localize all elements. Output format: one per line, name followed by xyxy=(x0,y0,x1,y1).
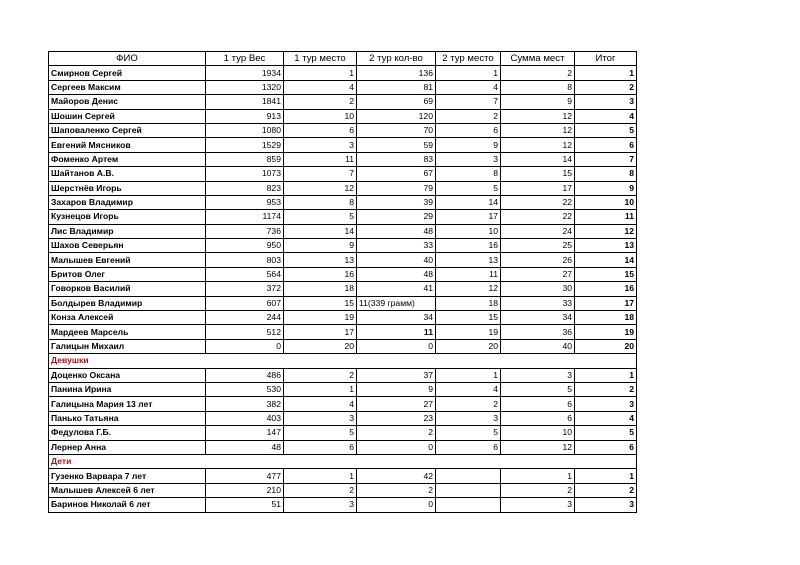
cell-round1-place: 13 xyxy=(284,253,357,267)
section-empty-cells xyxy=(206,454,637,468)
cell-round1-weight: 403 xyxy=(206,411,284,425)
cell-round1-weight: 823 xyxy=(206,181,284,195)
cell-total: 6 xyxy=(575,440,637,454)
cell-round1-place: 3 xyxy=(284,498,357,512)
cell-round2-place: 11 xyxy=(436,267,501,281)
cell-round2-place: 2 xyxy=(436,109,501,123)
cell-round1-weight: 147 xyxy=(206,426,284,440)
cell-round2-place: 13 xyxy=(436,253,501,267)
cell-round1-place: 18 xyxy=(284,282,357,296)
table-row xyxy=(49,95,637,109)
cell-round2-count: 120 xyxy=(357,109,436,123)
cell-name: Фоменко Артем xyxy=(49,152,206,166)
cell-round1-place: 6 xyxy=(284,123,357,137)
cell-name: Панько Татьяна xyxy=(49,411,206,425)
cell-places-sum: 36 xyxy=(501,325,575,339)
cell-round1-place: 1 xyxy=(284,66,357,80)
cell-round1-place: 17 xyxy=(284,325,357,339)
cell-total: 10 xyxy=(575,195,637,209)
cell-round2-place: 10 xyxy=(436,224,501,238)
cell-round1-place: 11 xyxy=(284,152,357,166)
cell-round2-place: 6 xyxy=(436,123,501,137)
table-row xyxy=(49,239,637,253)
cell-total: 3 xyxy=(575,397,637,411)
cell-places-sum: 9 xyxy=(501,95,575,109)
cell-round1-place: 16 xyxy=(284,267,357,281)
section-title: Девушки xyxy=(49,354,206,368)
cell-round1-weight: 1841 xyxy=(206,95,284,109)
cell-round1-place: 1 xyxy=(284,382,357,396)
cell-places-sum: 17 xyxy=(501,181,575,195)
cell-round2-place: 14 xyxy=(436,195,501,209)
cell-round2-count: 83 xyxy=(357,152,436,166)
cell-round2-count: 67 xyxy=(357,167,436,181)
table-row xyxy=(49,66,637,80)
cell-places-sum: 8 xyxy=(501,80,575,94)
table-row xyxy=(49,123,637,137)
cell-round2-count: 59 xyxy=(357,138,436,152)
cell-round1-place: 9 xyxy=(284,239,357,253)
cell-round2-count: 40 xyxy=(357,253,436,267)
cell-total: 18 xyxy=(575,311,637,325)
table-row xyxy=(49,109,637,123)
cell-round2-place: 12 xyxy=(436,282,501,296)
table-row xyxy=(49,440,637,454)
cell-total: 13 xyxy=(575,239,637,253)
cell-round2-count: 39 xyxy=(357,195,436,209)
cell-round2-place: 5 xyxy=(436,181,501,195)
table-row xyxy=(49,498,637,512)
cell-name: Сергеев Максим xyxy=(49,80,206,94)
cell-name: Шайтанов А.В. xyxy=(49,167,206,181)
cell-round1-place: 12 xyxy=(284,181,357,195)
cell-round2-place: 18 xyxy=(436,296,501,310)
cell-round2-count: 41 xyxy=(357,282,436,296)
cell-round2-count: 23 xyxy=(357,411,436,425)
section-row xyxy=(49,454,637,468)
cell-round2-count: 0 xyxy=(357,440,436,454)
cell-round2-count: 48 xyxy=(357,267,436,281)
cell-round2-place: 17 xyxy=(436,210,501,224)
cell-places-sum: 30 xyxy=(501,282,575,296)
header-round1-place: 1 тур место xyxy=(284,52,357,66)
cell-round2-count: 37 xyxy=(357,368,436,382)
cell-name: Майоров Денис xyxy=(49,95,206,109)
table-row xyxy=(49,282,637,296)
table-row xyxy=(49,397,637,411)
table-row xyxy=(49,311,637,325)
cell-total: 17 xyxy=(575,296,637,310)
cell-round2-count: 79 xyxy=(357,181,436,195)
cell-round1-place: 6 xyxy=(284,440,357,454)
cell-places-sum: 22 xyxy=(501,195,575,209)
results-table xyxy=(48,51,637,513)
cell-name: Шаповаленко Сергей xyxy=(49,123,206,137)
cell-round1-place: 4 xyxy=(284,397,357,411)
cell-total: 9 xyxy=(575,181,637,195)
cell-round2-count: 69 xyxy=(357,95,436,109)
header-round2-count: 2 тур кол-во xyxy=(357,52,436,66)
cell-places-sum: 2 xyxy=(501,66,575,80)
cell-places-sum: 12 xyxy=(501,138,575,152)
cell-name: Болдырев Владимир xyxy=(49,296,206,310)
cell-round1-weight: 1073 xyxy=(206,167,284,181)
table-row xyxy=(49,195,637,209)
cell-total: 5 xyxy=(575,426,637,440)
cell-round1-place: 5 xyxy=(284,210,357,224)
cell-name: Евгений Мясников xyxy=(49,138,206,152)
cell-places-sum: 3 xyxy=(501,368,575,382)
header-row xyxy=(49,52,637,66)
cell-round1-weight: 953 xyxy=(206,195,284,209)
cell-name: Мардеев Марсель xyxy=(49,325,206,339)
cell-round1-place: 3 xyxy=(284,138,357,152)
cell-round2-count: 34 xyxy=(357,311,436,325)
cell-round1-weight: 48 xyxy=(206,440,284,454)
cell-name: Баринов Николай 6 лет xyxy=(49,498,206,512)
cell-total: 2 xyxy=(575,483,637,497)
cell-name: Шахов Северьян xyxy=(49,239,206,253)
cell-round1-place: 10 xyxy=(284,109,357,123)
cell-round1-weight: 1174 xyxy=(206,210,284,224)
cell-total: 16 xyxy=(575,282,637,296)
cell-round1-place: 7 xyxy=(284,167,357,181)
cell-places-sum: 22 xyxy=(501,210,575,224)
cell-round2-place: 8 xyxy=(436,167,501,181)
cell-round2-count: 81 xyxy=(357,80,436,94)
cell-round1-place: 2 xyxy=(284,95,357,109)
cell-total: 8 xyxy=(575,167,637,181)
cell-total: 6 xyxy=(575,138,637,152)
cell-round1-weight: 210 xyxy=(206,483,284,497)
cell-round2-place: 2 xyxy=(436,397,501,411)
cell-total: 2 xyxy=(575,80,637,94)
cell-round2-count: 42 xyxy=(357,469,436,483)
header-round2-place: 2 тур место xyxy=(436,52,501,66)
cell-name: Шерстнёв Игорь xyxy=(49,181,206,195)
cell-round1-weight: 1934 xyxy=(206,66,284,80)
cell-total: 11 xyxy=(575,210,637,224)
cell-total: 2 xyxy=(575,382,637,396)
cell-round1-place: 2 xyxy=(284,368,357,382)
cell-places-sum: 33 xyxy=(501,296,575,310)
cell-round2-count: 0 xyxy=(357,339,436,353)
table-row xyxy=(49,80,637,94)
cell-places-sum: 12 xyxy=(501,440,575,454)
cell-round2-count: 0 xyxy=(357,498,436,512)
cell-name: Федулова Г.Б. xyxy=(49,426,206,440)
cell-round1-weight: 564 xyxy=(206,267,284,281)
cell-round2-count: 48 xyxy=(357,224,436,238)
cell-round1-weight: 51 xyxy=(206,498,284,512)
cell-round1-place: 3 xyxy=(284,411,357,425)
cell-round2-count: 27 xyxy=(357,397,436,411)
table-row xyxy=(49,167,637,181)
cell-round1-weight: 530 xyxy=(206,382,284,396)
cell-total: 7 xyxy=(575,152,637,166)
cell-places-sum: 2 xyxy=(501,483,575,497)
header-round1-weight: 1 тур Вес xyxy=(206,52,284,66)
cell-round2-count: 2 xyxy=(357,426,436,440)
cell-round2-count: 11 xyxy=(357,325,436,339)
cell-round1-weight: 913 xyxy=(206,109,284,123)
cell-round2-count: 11(339 грамм) xyxy=(357,296,436,310)
cell-name: Смирнов Сергей xyxy=(49,66,206,80)
cell-places-sum: 14 xyxy=(501,152,575,166)
cell-round1-place: 15 xyxy=(284,296,357,310)
table-row xyxy=(49,210,637,224)
cell-places-sum: 6 xyxy=(501,397,575,411)
cell-round1-weight: 477 xyxy=(206,469,284,483)
cell-round2-count: 29 xyxy=(357,210,436,224)
cell-round2-place: 9 xyxy=(436,138,501,152)
table-row xyxy=(49,339,637,353)
cell-round2-place: 3 xyxy=(436,152,501,166)
table-row xyxy=(49,152,637,166)
table-row xyxy=(49,483,637,497)
cell-round2-place: 1 xyxy=(436,368,501,382)
cell-total: 1 xyxy=(575,469,637,483)
cell-name: Галицына Мария 13 лет xyxy=(49,397,206,411)
cell-name: Конза Алексей xyxy=(49,311,206,325)
cell-round2-place: 3 xyxy=(436,411,501,425)
cell-round1-weight: 1529 xyxy=(206,138,284,152)
cell-total: 4 xyxy=(575,109,637,123)
cell-total: 3 xyxy=(575,498,637,512)
cell-round2-place: 4 xyxy=(436,382,501,396)
cell-round1-weight: 859 xyxy=(206,152,284,166)
table-row xyxy=(49,426,637,440)
cell-round2-place: 6 xyxy=(436,440,501,454)
cell-round1-weight: 736 xyxy=(206,224,284,238)
table-row xyxy=(49,469,637,483)
cell-round2-count: 2 xyxy=(357,483,436,497)
cell-places-sum: 26 xyxy=(501,253,575,267)
cell-places-sum: 24 xyxy=(501,224,575,238)
cell-round2-place: 15 xyxy=(436,311,501,325)
cell-places-sum: 3 xyxy=(501,498,575,512)
cell-places-sum: 6 xyxy=(501,411,575,425)
cell-places-sum: 40 xyxy=(501,339,575,353)
cell-places-sum: 1 xyxy=(501,469,575,483)
cell-round1-weight: 1320 xyxy=(206,80,284,94)
section-empty-cells xyxy=(206,354,637,368)
cell-places-sum: 25 xyxy=(501,239,575,253)
cell-total: 1 xyxy=(575,368,637,382)
section-row xyxy=(49,354,637,368)
cell-total: 1 xyxy=(575,66,637,80)
cell-total: 12 xyxy=(575,224,637,238)
cell-places-sum: 15 xyxy=(501,167,575,181)
cell-round1-place: 19 xyxy=(284,311,357,325)
cell-round1-place: 5 xyxy=(284,426,357,440)
cell-round1-place: 2 xyxy=(284,483,357,497)
cell-name: Доценко Оксана xyxy=(49,368,206,382)
cell-round1-weight: 803 xyxy=(206,253,284,267)
cell-round2-count: 70 xyxy=(357,123,436,137)
cell-round2-place: 5 xyxy=(436,426,501,440)
table-row xyxy=(49,382,637,396)
cell-round1-weight: 0 xyxy=(206,339,284,353)
table-row xyxy=(49,253,637,267)
cell-round2-count: 136 xyxy=(357,66,436,80)
cell-name: Малышев Евгений xyxy=(49,253,206,267)
cell-round2-place: 4 xyxy=(436,80,501,94)
cell-places-sum: 12 xyxy=(501,123,575,137)
cell-round1-place: 20 xyxy=(284,339,357,353)
cell-round2-place xyxy=(436,469,501,483)
cell-total: 14 xyxy=(575,253,637,267)
table-row xyxy=(49,368,637,382)
cell-total: 5 xyxy=(575,123,637,137)
cell-round2-count: 9 xyxy=(357,382,436,396)
cell-places-sum: 5 xyxy=(501,382,575,396)
cell-name: Захаров Владимир xyxy=(49,195,206,209)
cell-total: 20 xyxy=(575,339,637,353)
cell-places-sum: 34 xyxy=(501,311,575,325)
cell-total: 19 xyxy=(575,325,637,339)
cell-round1-weight: 244 xyxy=(206,311,284,325)
cell-name: Говорков Василий xyxy=(49,282,206,296)
cell-round1-weight: 607 xyxy=(206,296,284,310)
header-total: Итог xyxy=(575,52,637,66)
cell-round1-weight: 950 xyxy=(206,239,284,253)
header-name: ФИО xyxy=(49,52,206,66)
cell-round2-place xyxy=(436,483,501,497)
cell-round1-weight: 382 xyxy=(206,397,284,411)
cell-round1-weight: 1080 xyxy=(206,123,284,137)
cell-round2-place: 16 xyxy=(436,239,501,253)
cell-round2-count: 33 xyxy=(357,239,436,253)
cell-round1-place: 4 xyxy=(284,80,357,94)
section-title: Дети xyxy=(49,454,206,468)
cell-name: Галицын Михаил xyxy=(49,339,206,353)
cell-name: Малышев Алексей 6 лет xyxy=(49,483,206,497)
table-row xyxy=(49,411,637,425)
header-places-sum: Сумма мест xyxy=(501,52,575,66)
table-row xyxy=(49,224,637,238)
cell-round2-place: 20 xyxy=(436,339,501,353)
cell-round1-weight: 372 xyxy=(206,282,284,296)
table-row xyxy=(49,296,637,310)
cell-name: Кузнецов Игорь xyxy=(49,210,206,224)
cell-name: Шошин Сергей xyxy=(49,109,206,123)
cell-total: 15 xyxy=(575,267,637,281)
cell-places-sum: 10 xyxy=(501,426,575,440)
cell-round1-weight: 486 xyxy=(206,368,284,382)
cell-round1-weight: 512 xyxy=(206,325,284,339)
cell-round1-place: 1 xyxy=(284,469,357,483)
cell-round2-place: 7 xyxy=(436,95,501,109)
cell-round2-place: 1 xyxy=(436,66,501,80)
cell-name: Лернер Анна xyxy=(49,440,206,454)
table-row xyxy=(49,325,637,339)
cell-total: 3 xyxy=(575,95,637,109)
cell-round2-place: 19 xyxy=(436,325,501,339)
cell-total: 4 xyxy=(575,411,637,425)
table-row xyxy=(49,138,637,152)
cell-places-sum: 12 xyxy=(501,109,575,123)
cell-name: Бритов Олег xyxy=(49,267,206,281)
cell-name: Панина Ирина xyxy=(49,382,206,396)
cell-round1-place: 8 xyxy=(284,195,357,209)
cell-name: Лис Владимир xyxy=(49,224,206,238)
table-row xyxy=(49,181,637,195)
table-row xyxy=(49,267,637,281)
cell-round2-place xyxy=(436,498,501,512)
cell-name: Гузенко Варвара 7 лет xyxy=(49,469,206,483)
cell-places-sum: 27 xyxy=(501,267,575,281)
cell-round1-place: 14 xyxy=(284,224,357,238)
